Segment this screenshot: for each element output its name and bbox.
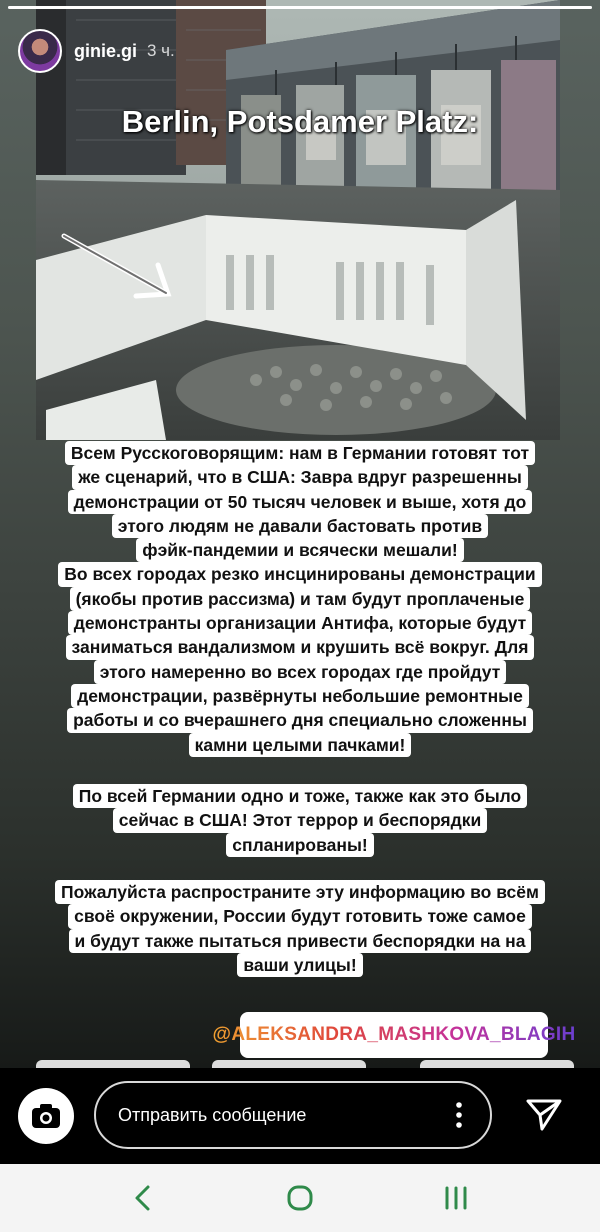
mention-text[interactable]: @ALEKSANDRA_MASHKOVA_BLAGIH	[212, 1024, 576, 1045]
mention-sticker[interactable]	[212, 1012, 576, 1058]
camera-button[interactable]	[18, 1088, 74, 1144]
story-text-paragraph-2	[0, 784, 600, 857]
text-line: Всем Русскоговорящим: нам в Германии готовят тот	[65, 441, 535, 465]
reel-peek	[420, 1060, 574, 1068]
text-line: своё окружении, России будут готовить тоже самое	[68, 904, 532, 928]
story-progress-fill	[8, 6, 592, 9]
text-line: же сценарий, что в США: Завра вдруг разрешенны	[72, 465, 528, 489]
text-line: демонстрации от 50 тысяч человек и выше, хотя до	[68, 490, 533, 514]
message-input[interactable]	[94, 1081, 492, 1149]
story-text-paragraph-3	[0, 880, 600, 977]
text-line: демонстрации, развёрнуты небольшие ремонтные	[71, 684, 529, 708]
reel-peek	[212, 1060, 366, 1068]
more-vertical-icon[interactable]	[456, 1101, 462, 1129]
recents-icon[interactable]	[444, 1184, 468, 1212]
story-header[interactable]	[18, 28, 175, 74]
text-line: заниматься вандализмом и крушить всё вокруг. Для	[66, 635, 535, 659]
text-line: (якобы против рассизма) и там будут проплаченые	[70, 587, 531, 611]
message-placeholder: Отправить сообщение	[118, 1105, 307, 1125]
time-ago: 3 ч.	[147, 41, 175, 60]
system-navigation-bar	[0, 1164, 600, 1232]
story-text-paragraph-1	[0, 441, 600, 757]
avatar[interactable]	[18, 29, 62, 73]
camera-icon	[31, 1103, 61, 1129]
home-circle-icon[interactable]	[286, 1184, 314, 1212]
text-line: работы и со вчерашнего дня специально сложенны	[67, 708, 533, 732]
text-line: ваши улицы!	[237, 953, 362, 977]
text-line: Во всех городах резко инсцинированы демонстрации	[58, 562, 541, 586]
reel-peek	[36, 1060, 190, 1068]
username[interactable]: ginie.gi	[74, 40, 137, 61]
text-line: этого людям не давали бастовать против	[112, 514, 488, 538]
text-line: камни целыми пачками!	[189, 733, 412, 757]
text-line: Пожалуйста распространите эту информацию во всём	[55, 880, 545, 904]
story-progress-bar	[8, 6, 592, 9]
back-chevron-icon[interactable]	[132, 1184, 154, 1212]
text-line: фэйк-пандемии и всячески мешали!	[136, 538, 464, 562]
text-line: сейчас в США! Этот террор и беспорядки	[113, 808, 488, 832]
text-line: и будут также пытаться привести беспорядки на на	[69, 929, 532, 953]
send-icon[interactable]	[526, 1098, 562, 1132]
text-line: этого намеренно во всех городах где пройдут	[94, 660, 507, 684]
story-headline: Berlin, Potsdamer Platz:	[121, 104, 479, 139]
text-line: демонстранты организации Антифа, которые будут	[68, 611, 532, 635]
text-line: По всей Германии одно и тоже, также как это было	[73, 784, 528, 808]
text-line: спланированы!	[226, 833, 373, 857]
message-composer	[0, 1068, 600, 1164]
